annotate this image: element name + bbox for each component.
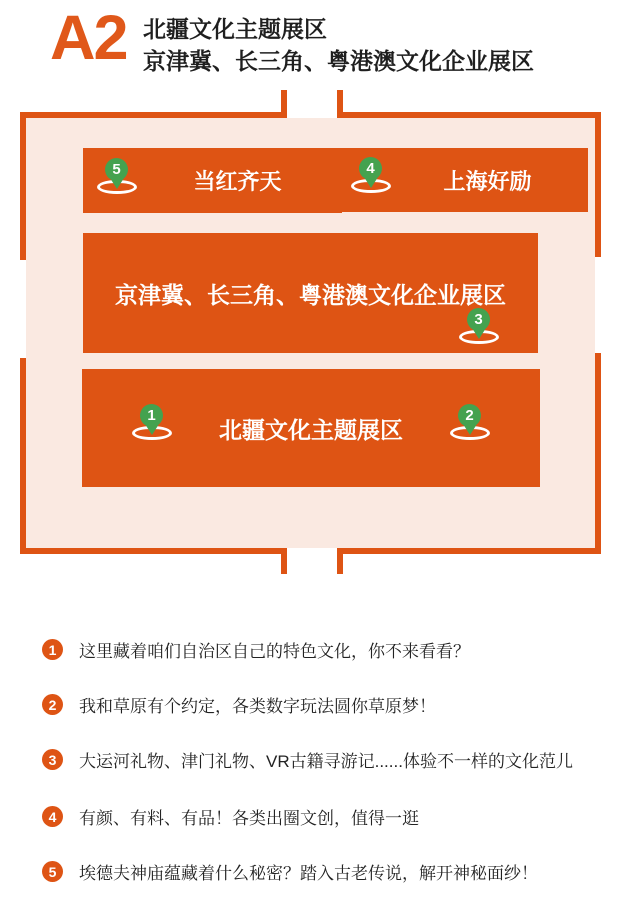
legend-number-badge: 2 xyxy=(42,694,63,715)
door-stub-bottom-right xyxy=(337,548,343,574)
legend-text: 我和草原有个约定，各类数字玩法圆你草原梦！ xyxy=(79,697,436,716)
booth-label: 上海好励 xyxy=(443,168,532,194)
door-stub-bottom-left xyxy=(281,548,287,574)
legend-number-badge: 4 xyxy=(42,806,63,827)
wall-top-left xyxy=(20,112,287,118)
legend-text: 埃德夫神庙蕴藏着什么秘密？踏入古老传说，解开神秘面纱！ xyxy=(79,864,538,883)
legend-text: 这里藏着咱们自治区自己的特色文化，你不来看看？ xyxy=(79,642,470,661)
legend-item-2 xyxy=(42,692,436,717)
legend-item-4 xyxy=(42,804,419,829)
pin-number: 2 xyxy=(458,404,481,427)
map-pin-5 xyxy=(95,158,139,200)
legend-number-badge: 3 xyxy=(42,749,63,770)
door-stub-top-left xyxy=(281,90,287,118)
zone-code: A2 xyxy=(50,3,127,73)
wall-right-lower xyxy=(595,353,601,554)
legend-item-5 xyxy=(42,859,538,884)
map-pin-1 xyxy=(130,404,174,446)
pin-number: 3 xyxy=(467,308,490,331)
zone-label: 北疆文化主题展区 xyxy=(219,416,403,443)
pin-number: 5 xyxy=(105,158,128,181)
door-stub-top-right xyxy=(337,90,343,118)
booth-label: 当红齐天 xyxy=(193,169,282,194)
wall-top-right xyxy=(337,112,601,118)
zone-label: 京津冀、长三角、粤港澳文化企业展区 xyxy=(115,281,506,308)
header-title-line1: 北疆文化主题展区 xyxy=(143,16,327,42)
wall-bottom-left xyxy=(20,548,287,554)
header-title-line2: 京津冀、长三角、粤港澳文化企业展区 xyxy=(143,48,534,74)
map-pin-4 xyxy=(349,157,393,199)
legend-item-3 xyxy=(42,747,573,772)
pin-number: 1 xyxy=(140,404,163,427)
legend-text: 有颜、有料、有品！各类出圈文创，值得一逛 xyxy=(79,809,419,828)
legend-item-1 xyxy=(42,637,470,662)
map-pin-3 xyxy=(457,308,501,350)
legend-number-badge: 5 xyxy=(42,861,63,882)
map-pin-2 xyxy=(448,404,492,446)
legend-text: 大运河礼物、津门礼物、VR古籍寻游记......体验不一样的文化范儿 xyxy=(79,752,573,771)
legend-number-badge: 1 xyxy=(42,639,63,660)
wall-bottom-right xyxy=(337,548,601,554)
wall-left-upper xyxy=(20,112,26,260)
wall-left-lower xyxy=(20,358,26,554)
wall-right-upper xyxy=(595,112,601,257)
pin-number: 4 xyxy=(359,157,382,180)
